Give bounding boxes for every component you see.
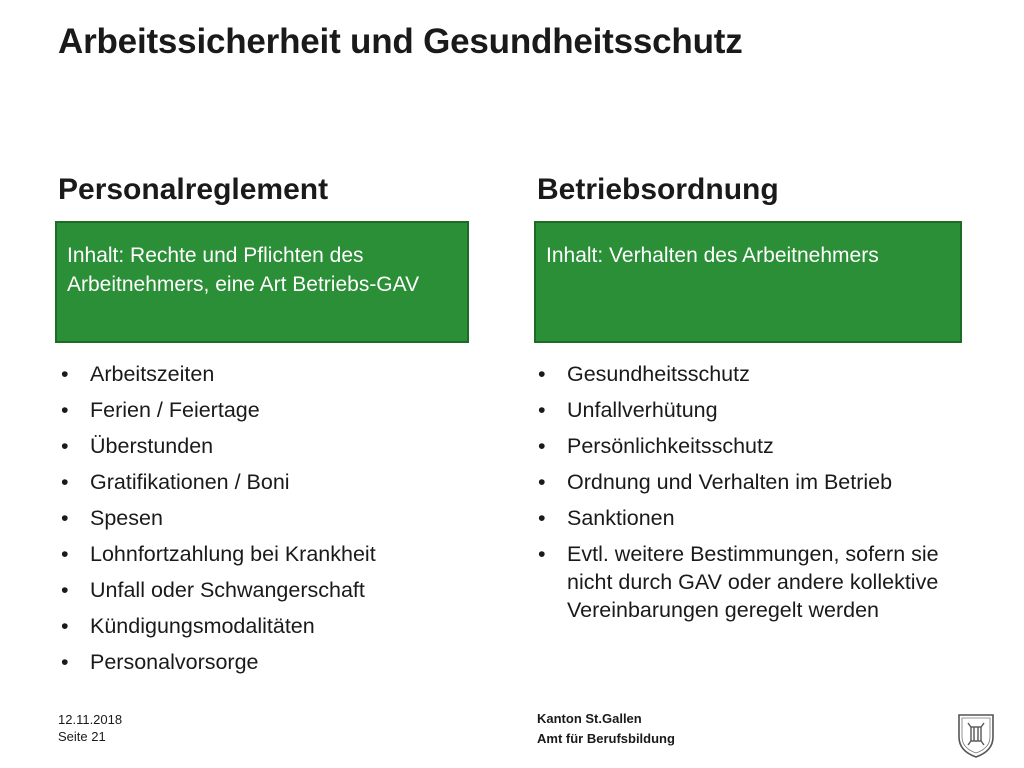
- list-item-text: Lohnfortzahlung bei Krankheit: [90, 542, 376, 566]
- left-column-heading: Personalreglement: [58, 173, 329, 206]
- bullet-dot: •: [538, 470, 546, 494]
- footer-date: 12.11.2018: [58, 712, 123, 727]
- bullet-dot: •: [538, 362, 546, 386]
- left-bullet-list: [58, 360, 478, 684]
- list-item: [535, 360, 975, 388]
- bullet-dot: •: [61, 578, 69, 602]
- bullet-dot: •: [538, 434, 546, 458]
- bullet-dot: •: [61, 614, 69, 638]
- bullet-dot: •: [61, 506, 69, 530]
- left-content-box-text: Inhalt: Rechte und Pflichten des Arbeitnehmers, eine Art Betriebs-GAV: [67, 244, 420, 296]
- list-item: [535, 540, 975, 624]
- list-item-text: Arbeitszeiten: [90, 362, 215, 386]
- bullet-dot: •: [538, 542, 546, 566]
- list-item-text: Persönlichkeitsschutz: [567, 434, 774, 458]
- list-item: [535, 432, 975, 460]
- kanton-st-gallen-coat-of-arms-icon: [956, 711, 996, 759]
- list-item-text: Personalvorsorge: [90, 650, 259, 674]
- right-content-box-text: Inhalt: Verhalten des Arbeitnehmers: [546, 244, 879, 267]
- list-item-text: Unfallverhütung: [567, 398, 718, 422]
- list-item: [58, 360, 478, 388]
- footer-org-line1: Kanton St.Gallen: [537, 711, 642, 726]
- footer-org-line2: Amt für Berufsbildung: [537, 731, 675, 746]
- list-item-text: Ordnung und Verhalten im Betrieb: [567, 470, 893, 494]
- list-item: [58, 612, 478, 640]
- bullet-dot: •: [61, 650, 69, 674]
- bullet-dot: •: [61, 542, 69, 566]
- list-item-text: Gratifikationen / Boni: [90, 470, 290, 494]
- list-item-text: Kündigungsmodalitäten: [90, 614, 315, 638]
- bullet-dot: •: [61, 470, 69, 494]
- right-bullet-list: [535, 360, 975, 632]
- bullet-dot: •: [61, 434, 69, 458]
- list-item: [58, 504, 478, 532]
- footer-organization: [537, 709, 675, 749]
- list-item: [58, 576, 478, 604]
- right-column-heading: Betriebsordnung: [537, 173, 779, 206]
- bullet-dot: •: [61, 362, 69, 386]
- list-item: [58, 648, 478, 676]
- list-item-text: Ferien / Feiertage: [90, 398, 260, 422]
- slide-title: Arbeitssicherheit und Gesundheitsschutz: [58, 22, 743, 61]
- list-item: [58, 540, 478, 568]
- list-item: [58, 432, 478, 460]
- footer-meta: [58, 711, 122, 745]
- list-item-text: Spesen: [90, 506, 163, 530]
- right-content-box: [534, 221, 962, 343]
- list-item: [535, 468, 975, 496]
- list-item-text: Unfall oder Schwangerschaft: [90, 578, 365, 602]
- bullet-dot: •: [538, 506, 546, 530]
- left-content-box: [55, 221, 469, 343]
- list-item-text: Evtl. weitere Bestimmungen, sofern sie nicht durch GAV oder andere kollektive Vereinbarungen geregelt werden: [567, 542, 939, 622]
- footer-page-number: Seite 21: [58, 729, 106, 744]
- bullet-dot: •: [538, 398, 546, 422]
- list-item-text: Gesundheitsschutz: [567, 362, 750, 386]
- list-item: [535, 504, 975, 532]
- list-item: [58, 396, 478, 424]
- list-item: [535, 396, 975, 424]
- bullet-dot: •: [61, 398, 69, 422]
- list-item-text: Sanktionen: [567, 506, 675, 530]
- list-item: [58, 468, 478, 496]
- list-item-text: Überstunden: [90, 434, 214, 458]
